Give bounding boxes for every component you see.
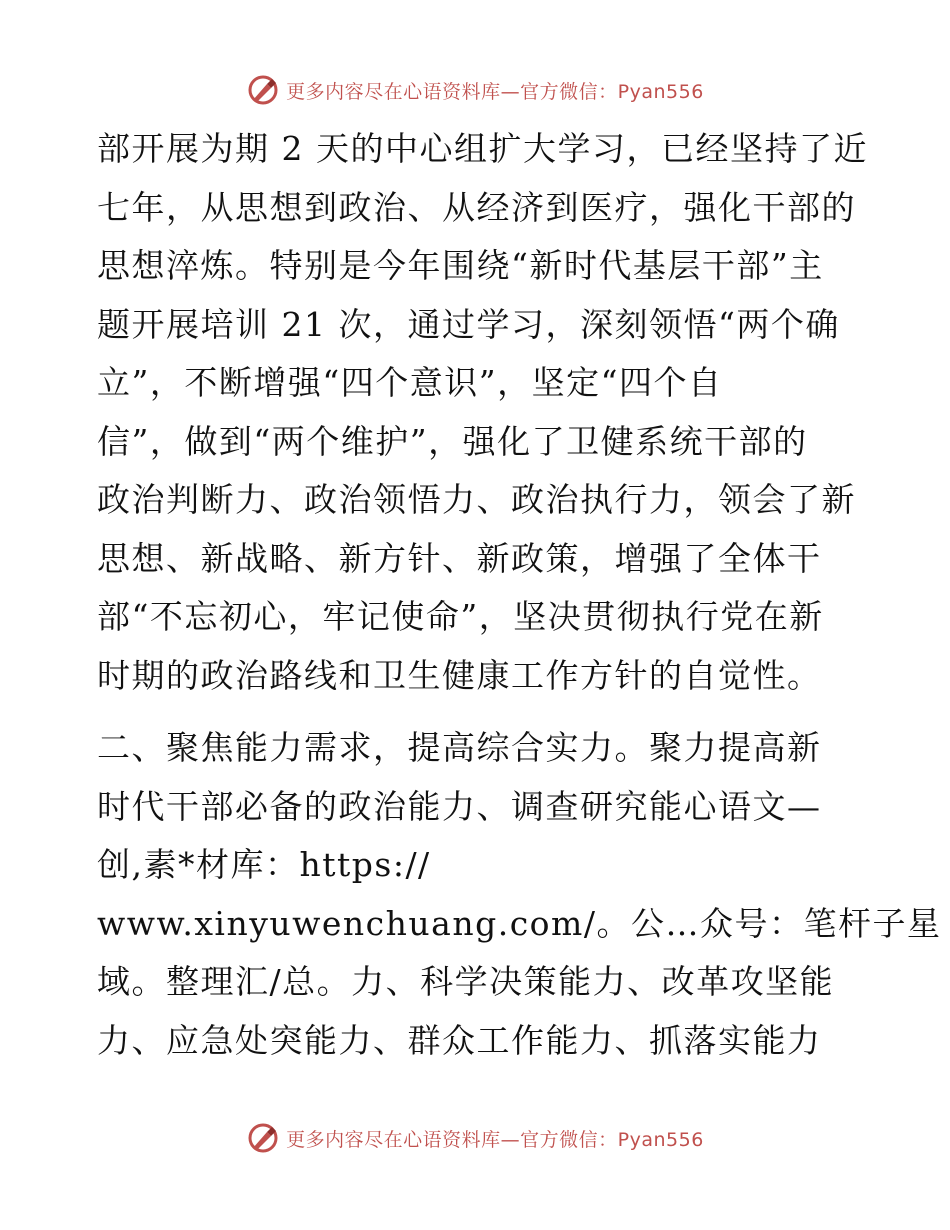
pen-logo-icon <box>246 1121 280 1155</box>
text-line: 域。整理汇/总。力、科学决策能力、改革攻坚能 <box>97 962 835 1001</box>
document-body <box>97 120 942 1070</box>
text-line: 立”，不断增强“四个意识”，坚定“四个自 <box>97 363 723 402</box>
text-line: 政治判断力、政治领悟力、政治执行力，领会了新 <box>97 480 856 519</box>
pen-logo-icon <box>246 73 280 107</box>
text-line: 七年，从思想到政治、从经济到医疗，强化干部的 <box>97 187 856 227</box>
text-line: 部开展为期 2 天的中心组扩大学习，已经坚持了近 <box>97 129 868 168</box>
text-line: 创,素*材库：https:// <box>97 845 431 884</box>
watermark-text: 更多内容尽在心语资料库—官方微信：Pyan556 <box>286 1128 704 1151</box>
text-line: 时代干部必备的政治能力、调查研究能心语文— <box>97 786 822 826</box>
header-watermark <box>0 70 950 110</box>
text-line: 思想淬炼。特别是今年围绕“新时代基层干部”主 <box>97 246 824 285</box>
footer-watermark <box>0 1118 950 1158</box>
text-line: 时期的政治路线和卫生健康工作方针的自觉性。 <box>97 655 822 695</box>
text-line: 题开展培训 21 次，通过学习，深刻领悟“两个确 <box>97 304 840 344</box>
text-line: 思想、新战略、新方针、新政策，增强了全体干 <box>97 538 822 578</box>
watermark-text: 更多内容尽在心语资料库—官方微信：Pyan556 <box>286 80 704 103</box>
section-heading-line: 二、聚焦能力需求，提高综合实力。聚力提高新 <box>97 728 822 767</box>
text-line: 信”，做到“两个维护”，强化了卫健系统干部的 <box>97 421 808 461</box>
text-line: 部“不忘初心，牢记使命”，坚决贯彻执行党在新 <box>97 597 824 636</box>
text-line: 力、应急处突能力、群众工作能力、抓落实能力 <box>97 1020 822 1060</box>
text-line: www.xinyuwenchuang.com/。公…众号：笔杆子星 <box>97 903 942 943</box>
